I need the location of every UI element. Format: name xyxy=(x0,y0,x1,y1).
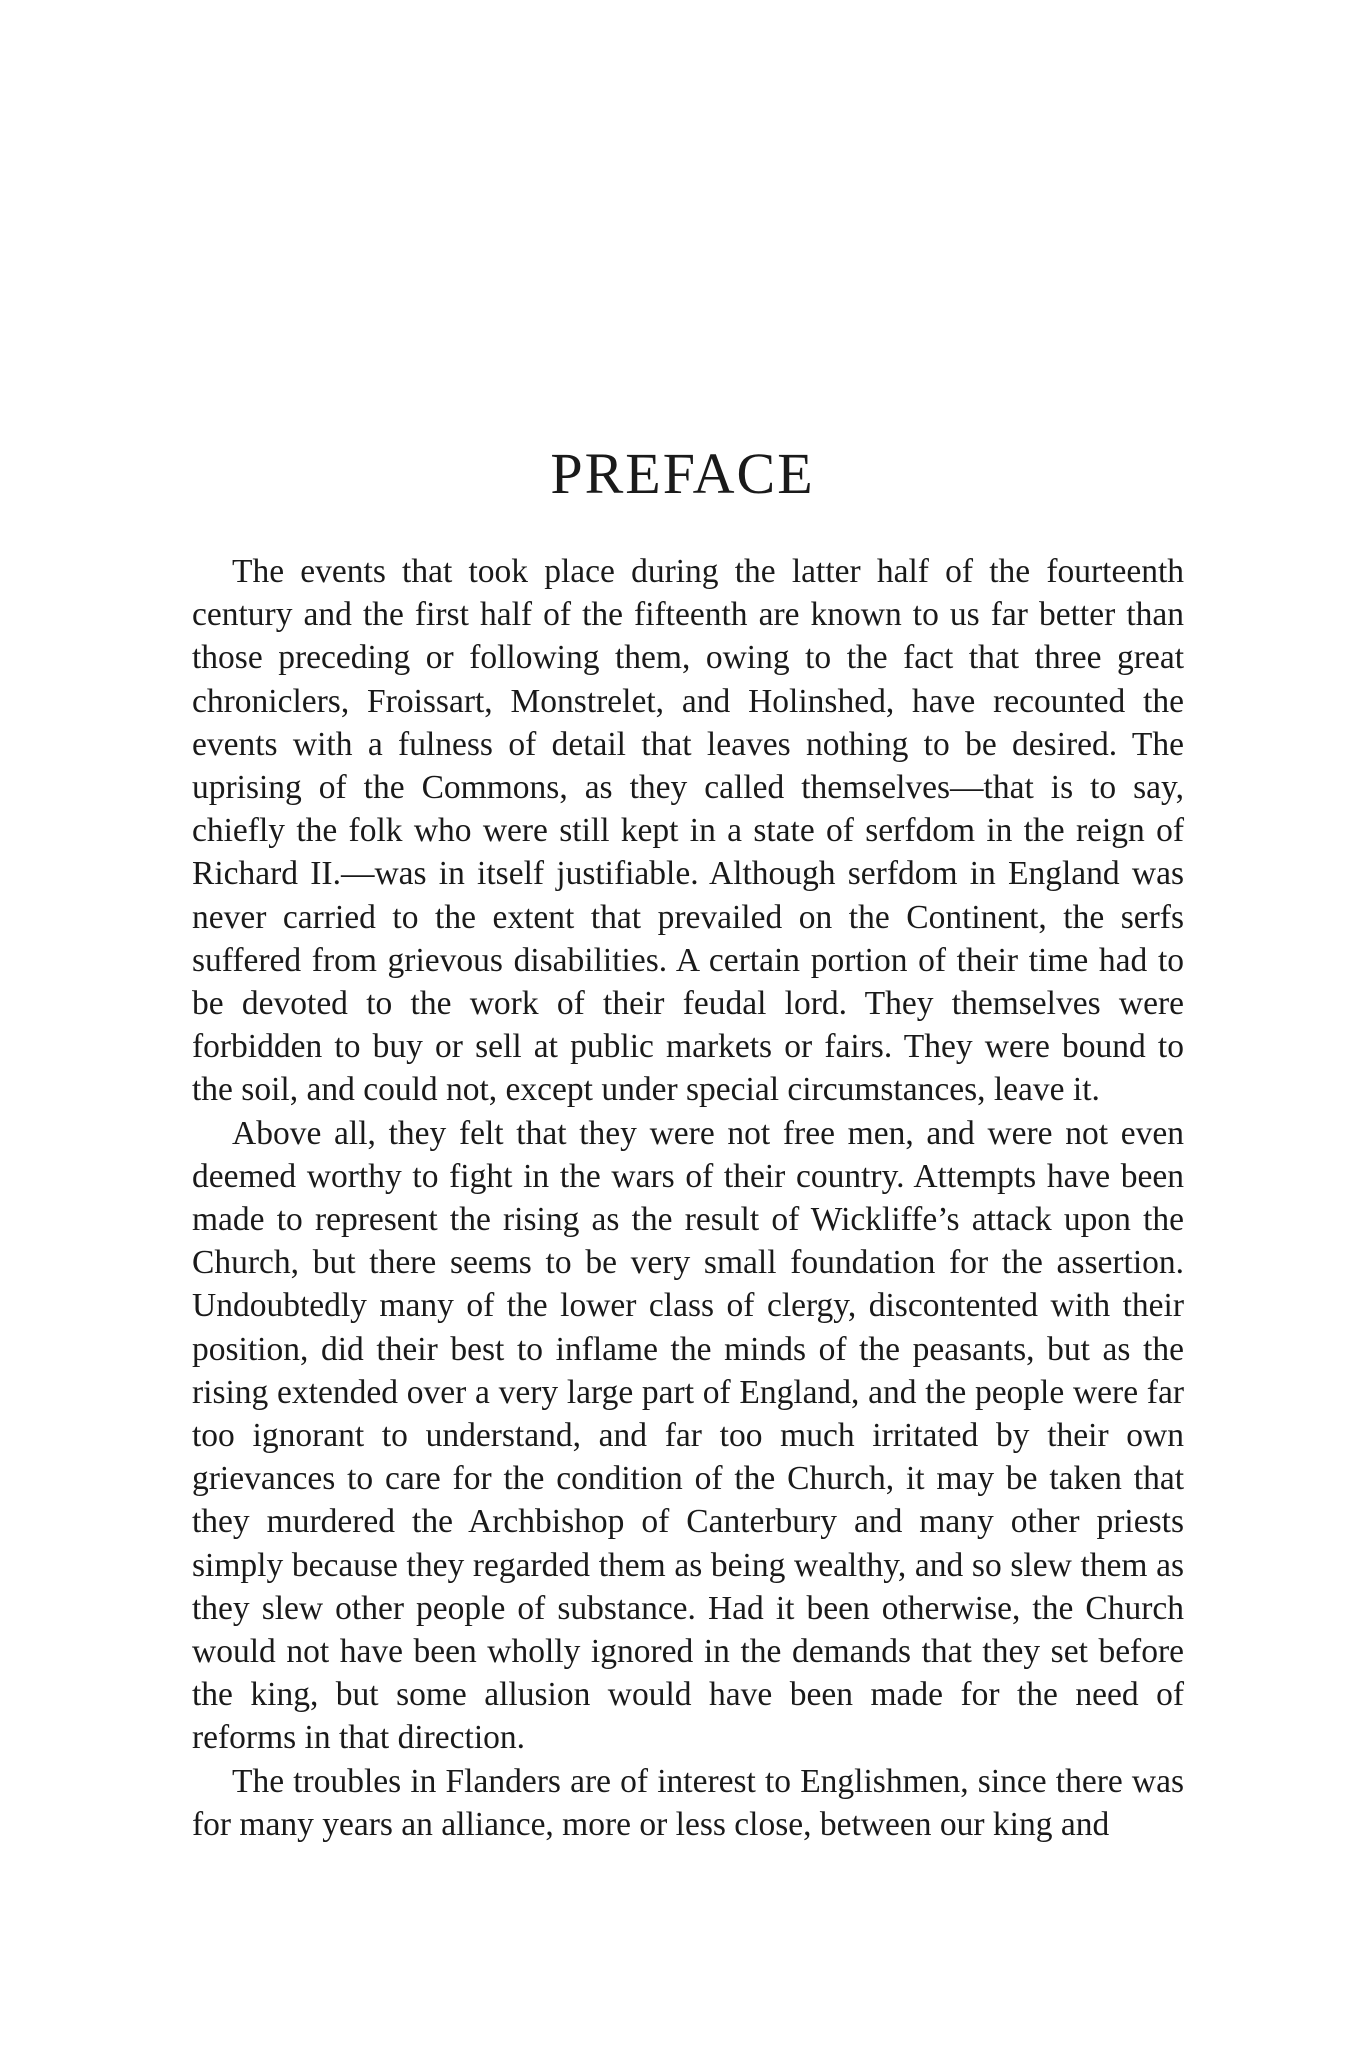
paragraph-1: The events that took place during the latter half of the fourteenth century and the first half of the fifteenth are known to us far better than those preceding or following them, owing to the fact that three great chroniclers, Froissart, Monstrelet, and Holinshed, have recounted the events with a fulness of detail that leaves nothing to be desired. The uprising of the Commons, as they called themselves—that is to say, chiefly the folk who were still kept in a state of serfdom in the reign of Richard II.—was in itself justifiable. Although serfdom in England was never carried to the extent that prevailed on the Continent, the serfs suffered from grievous disabilities. A certain portion of their time had to be devoted to the work of their feudal lord. They themselves were forbidden to buy or sell at public markets or fairs. They were bound to the soil, and could not, except under special circumstances, leave it. xyxy=(192,553,1184,1109)
paragraph-3: The troubles in Flanders are of interest to Englishmen, since there was for many years an alliance, more or less close, between our king and xyxy=(192,1762,1184,1843)
paragraph-2: Above all, they felt that they were not free men, and were not even deemed worthy to fight in the wars of their country. Attempts have been made to represent the rising as the result of Wickliffe’s attack upon the Church, but there seems to be very small foundation for the assertion. Undoubtedly many of the lower class of clergy, discontented with their position, did their best to inflame the minds of the peasants, but as the rising extended over a very large part of England, and the people were far too ignorant to understand, and far too much irritated by their own grievances to care for the condition of the Church, it may be taken that they murdered the Archbishop of Canterbury and many other priests simply because they regarded them as being wealthy, and so slew them as they slew other people of substance. Had it been otherwise, the Church would not have been wholly ignored in the demands that they set before the king, but some allusion would have been made for the need of reforms in that direction. xyxy=(192,1114,1184,1757)
page-title: PREFACE xyxy=(550,441,815,506)
preface-body xyxy=(192,550,1184,1846)
